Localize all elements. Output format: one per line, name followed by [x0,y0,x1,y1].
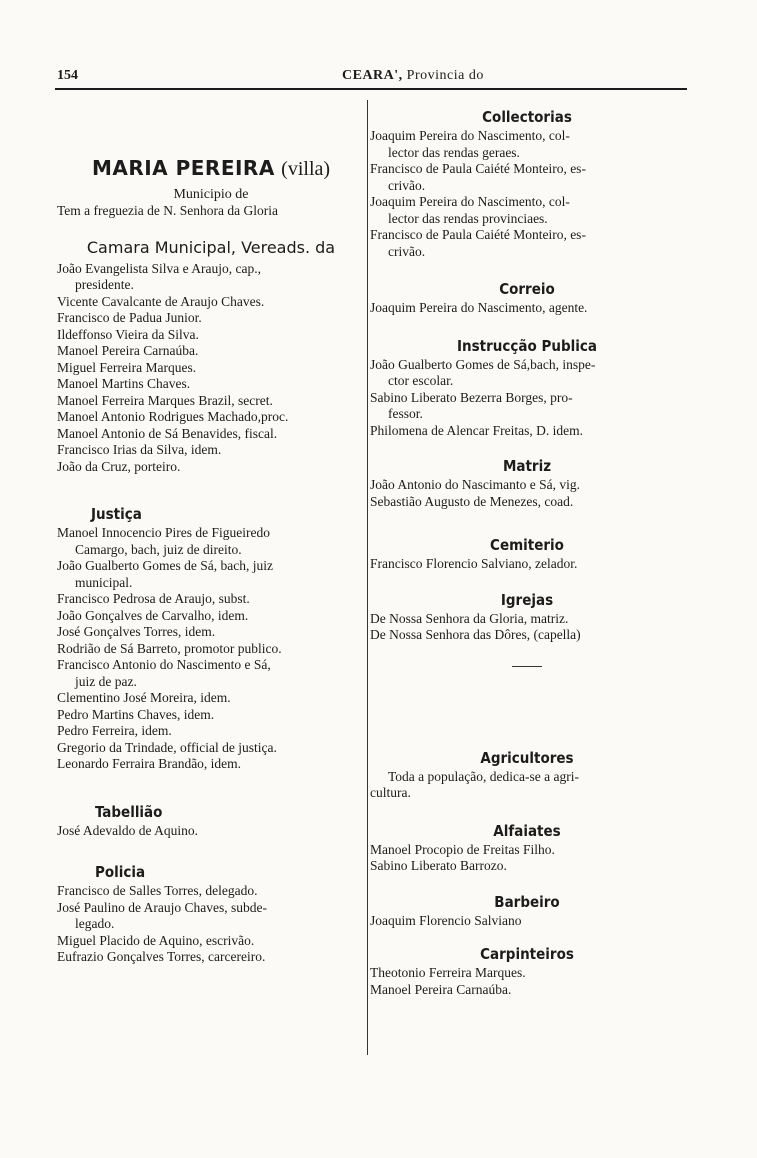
list-item: Theotonio Ferreira Marques. [370,965,526,980]
list-item: Joaquim Florencio Salviano [370,912,522,928]
list-item: Pedro Ferreira, idem. [57,723,172,738]
policia-title: Policia [95,863,146,881]
column-divider [367,100,368,1055]
list-item: lector das rendas geraes. [388,144,520,160]
list-item: João Evangelista Silva e Araujo, cap., [57,260,261,276]
alfaiates-title: Alfaiates [493,821,561,840]
list-item: Ildeffonso Vieira da Silva. [57,326,199,342]
list-item: Manoel Procopio de Freitas Filho. [370,841,555,857]
page-number: 154 [57,68,78,83]
province-name: CEARA', [342,68,403,83]
list-item: Francisco Florencio Salviano, zelador. [370,556,578,571]
running-title [342,68,484,84]
list-item: João Gualberto Gomes de Sá,bach, inspe- [370,356,596,372]
list-item: Francisco de Paula Caiété Monteiro, es- [370,161,586,176]
barbeiro-title: Barbeiro [494,892,560,911]
list-item: Francisco de Salles Torres, delegado. [57,883,258,898]
freguezia-line: Tem a freguezia de N. Senhora da Gloria [57,203,278,218]
list-item: João Antonio do Nascimanto e Sá, vig. [370,477,580,492]
justica-title: Justiça [91,505,142,523]
correio-title: Correio [499,280,555,298]
list-item: Camargo, bach, juiz de direito. [75,541,242,557]
list-item: Francisco Irias da Silva, idem. [57,442,222,457]
left-column [57,100,365,966]
list-item: José Gonçalves Torres, idem. [57,624,216,639]
list-item: Francisco de Padua Junior. [57,310,202,325]
list-item: cultura. [370,785,411,800]
running-header [55,64,687,90]
list-item: Francisco de Paula Caiété Monteiro, es- [370,227,586,242]
list-item: Francisco Pedrosa de Araujo, subst. [57,591,250,606]
list-item: João Gonçalves de Carvalho, idem. [57,607,249,623]
village-name: MARIA PEREIRA [91,156,275,180]
list-item: Manoel Pereira Carnaúba. [370,981,512,997]
list-item: Leonardo Ferraira Brandão, idem. [57,756,242,771]
list-item: De Nossa Senhora da Gloria, matriz. [370,610,569,626]
list-item: Clementino José Moreira, idem. [57,690,231,705]
list-item: Vicente Cavalcante de Araujo Chaves. [57,293,265,309]
agricultores-title: Agricultores [480,748,574,767]
list-item: De Nossa Senhora das Dôres, (capella) [370,627,581,642]
list-item: José Paulino de Araujo Chaves, subde- [57,899,267,915]
list-item: Pedro Martins Chaves, idem. [57,706,215,722]
list-item: juiz de paz. [75,673,137,689]
list-item: Eufrazio Gonçalves Torres, carcereiro. [57,949,266,964]
igrejas-title: Igrejas [500,590,554,609]
list-item: fessor. [388,406,423,421]
list-item: Manoel Pereira Carnaúba. [57,343,199,358]
camara-title: Camara Municipal, Vereads. da [86,237,336,257]
list-item: legado. [75,916,115,931]
list-item: ctor escolar. [388,373,454,388]
instruccao-title: Instrucção Publica [457,336,597,355]
list-item: Miguel Placido de Aquino, escrivão. [57,932,255,948]
municipio-label: Municipio de [173,187,249,202]
matriz-title: Matriz [502,457,552,475]
collectorias-title: Collectorias [482,108,572,126]
list-item: lector das rendas provinciaes. [388,210,548,226]
province-rest: Provincia do [406,68,484,83]
list-item: Rodrião de Sá Barreto, promotor publico. [57,640,282,656]
list-item: Sebastião Augusto de Menezes, coad. [370,493,574,509]
list-item: João Gualberto Gomes de Sá, bach, juiz [57,558,273,573]
carpinteiros-title: Carpinteiros [480,945,574,963]
village-type: (villa) [281,158,331,180]
list-item: Manoel Martins Chaves. [57,376,191,391]
list-item: crivão. [388,177,426,193]
list-item: João da Cruz, porteiro. [57,458,181,474]
list-item: Sabino Liberato Barrozo. [370,858,507,873]
list-item: Philomena de Alencar Freitas, D. idem. [370,422,583,438]
list-item: Francisco Antonio do Nascimento e Sá, [57,657,271,672]
list-item: Joaquim Pereira do Nascimento, col- [370,128,570,143]
list-item: Sabino Liberato Bezerra Borges, pro- [370,389,573,405]
list-item: Gregorio da Trindade, official de justiça. [57,739,277,755]
cemiterio-title: Cemiterio [490,536,564,554]
list-item: Toda a população, dedica-se a agri- [388,768,579,784]
list-item: Joaquim Pereira do Nascimento, agente. [370,300,588,315]
list-item: José Adevaldo de Aquino. [57,822,198,838]
list-item: Manoel Ferreira Marques Brazil, secret. [57,392,273,408]
village-title [57,156,365,181]
list-item: Manoel Antonio Rodrigues Machado,proc. [57,409,289,424]
tabelliao-title: Tabellião [95,802,163,821]
list-item: Manoel Antonio de Sá Benavides, fiscal. [57,425,278,441]
list-item: presidente. [75,277,134,292]
right-column [370,100,684,998]
list-item: Manoel Innocencio Pires de Figueiredo [57,525,270,540]
list-item: Joaquim Pereira do Nascimento, col- [370,194,570,209]
list-item: municipal. [75,574,133,590]
list-item: crivão. [388,243,426,259]
list-item: Miguel Ferreira Marques. [57,359,197,375]
